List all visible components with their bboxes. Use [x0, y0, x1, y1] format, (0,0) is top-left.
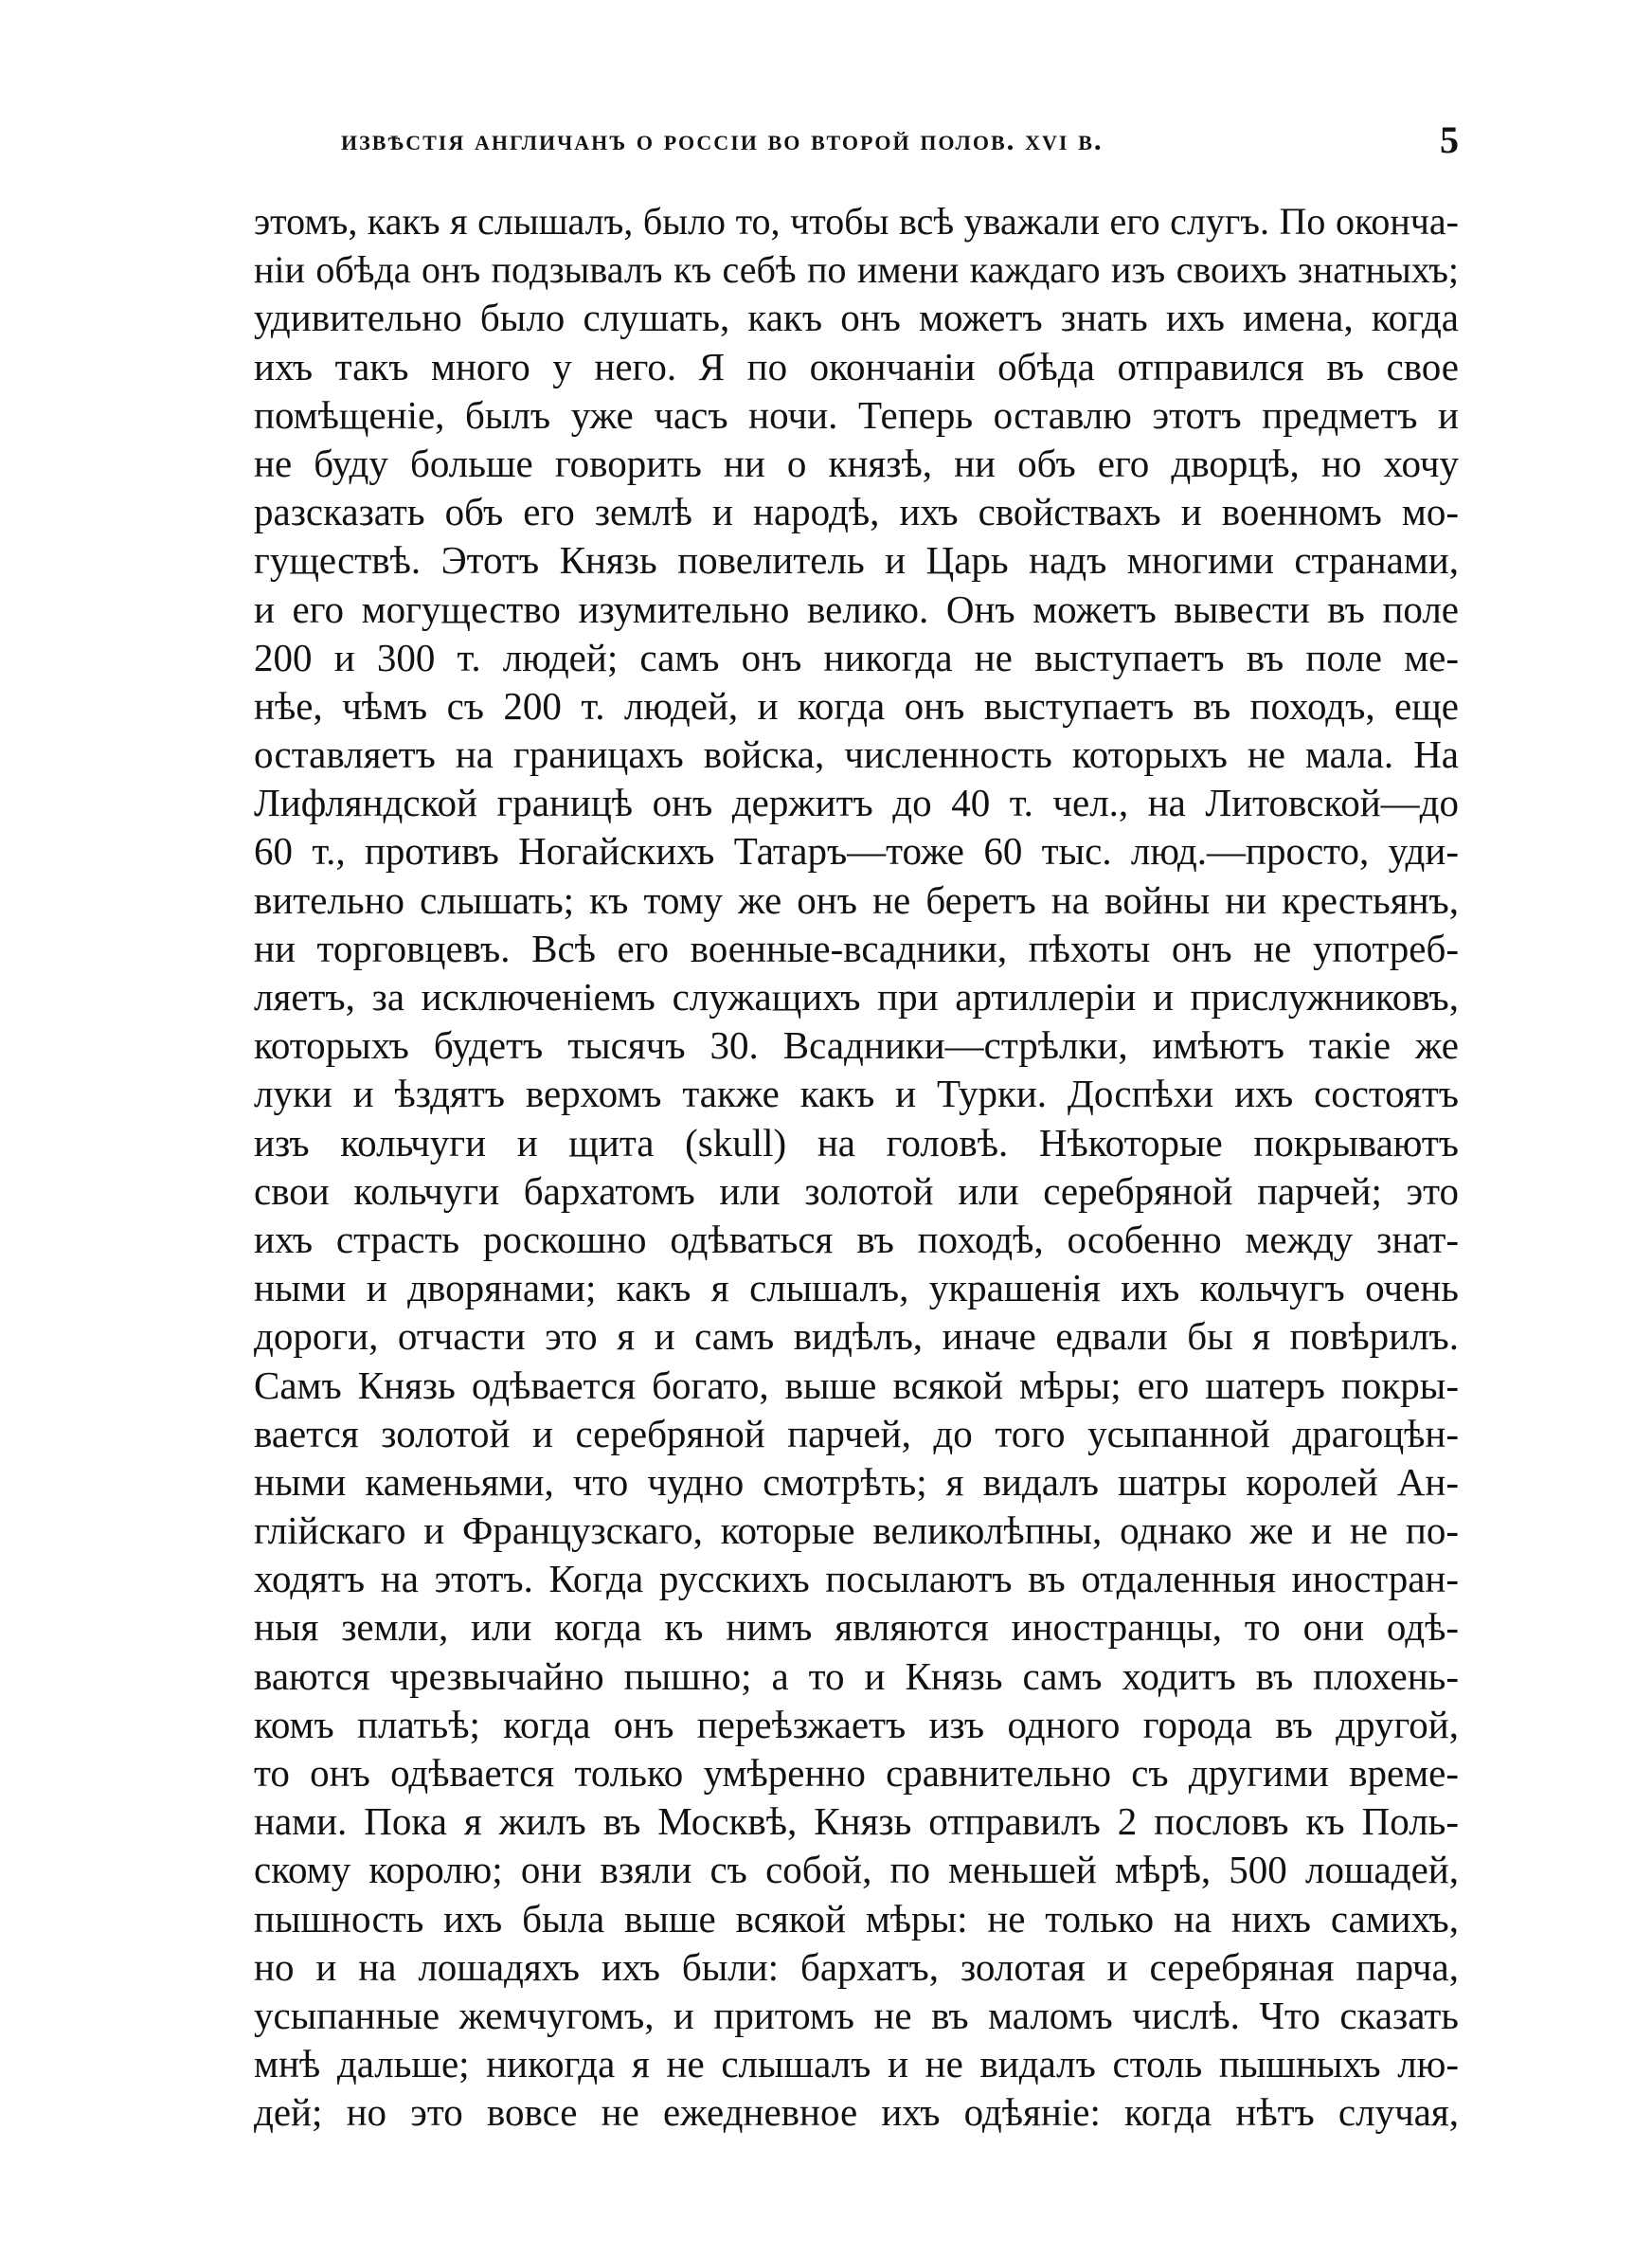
text-line: ныя земли, или когда къ нимъ являются иностранцы, то они одѣ- — [254, 1605, 1459, 1650]
text-line: Лифляндской границѣ онъ держитъ до 40 т. чел., на Литовской—до — [254, 781, 1459, 825]
text-line: скому королю; они взяли съ собой, по меньшей мѣрѣ, 500 лошадей, — [254, 1848, 1459, 1892]
text-line: ніи обѣда онъ подзывалъ къ себѣ по имени каждаго изъ своихъ знатныхъ; — [254, 248, 1459, 292]
text-line: свои кольчуги бархатомъ или золотой или серебряной парчей; это — [254, 1168, 1459, 1213]
text-line: 60 т., противъ Ногайскихъ Татаръ—тоже 60 тыс. люд.—просто, уди- — [254, 829, 1459, 874]
text-line: гуществѣ. Этотъ Князь повелитель и Царь надъ многими странами, — [254, 538, 1459, 583]
text-line: вается золотой и серебряной парчей, до того усыпанной драгоцѣн- — [254, 1411, 1459, 1455]
text-line: нами. Пока я жилъ въ Москвѣ, Князь отправилъ 2 пословъ къ Поль- — [254, 1799, 1459, 1844]
body-text — [254, 197, 1459, 2138]
text-line: пышность ихъ была выше всякой мѣры: не только на нихъ самихъ, — [254, 1896, 1459, 1941]
text-line: которыхъ будетъ тысячъ 30. Всадники—стрѣлки, имѣютъ такіе же — [254, 1023, 1459, 1068]
text-line: луки и ѣздятъ верхомъ также какъ и Турки. Доспѣхи ихъ состоятъ — [254, 1072, 1459, 1116]
text-line: но и на лошадяхъ ихъ были: бархатъ, золотая и серебряная парча, — [254, 1944, 1459, 1989]
running-head — [341, 118, 1459, 180]
text-line: этомъ, какъ я слышалъ, было то, чтобы всѣ уважали его слугъ. По оконча- — [254, 200, 1459, 243]
text-line: глійскаго и Французскаго, которые великолѣпны, однако же и не по- — [254, 1508, 1459, 1553]
text-line: ляетъ, за исключеніемъ служащихъ при артиллеріи и прислужниковъ, — [254, 975, 1459, 1019]
running-title: извѣстія англичанъ о россіи во второй полов. xvi в. — [341, 123, 1104, 156]
text-line: и его могущество изумительно велико. Онъ можетъ вывести въ поле — [254, 587, 1459, 631]
text-line: оставляетъ на границахъ войска, численность которыхъ не мала. На — [254, 732, 1459, 777]
text-line: ваются чрезвычайно пышно; а то и Князь самъ ходитъ въ плохень- — [254, 1653, 1459, 1698]
text-line: помѣщеніе, былъ уже часъ ночи. Теперь оставлю этотъ предметъ и — [254, 392, 1459, 437]
page-number: 5 — [1440, 118, 1459, 161]
text-line: комъ платьѣ; когда онъ переѣзжаетъ изъ одного города въ другой, — [254, 1702, 1459, 1746]
text-line: Самъ Князь одѣвается богато, выше всякой мѣры; его шатеръ покры- — [254, 1363, 1459, 1407]
text-line: удивительно было слушать, какъ онъ можетъ знать ихъ имена, когда — [254, 296, 1459, 340]
text-line: ихъ такъ много у него. Я по окончаніи обѣда отправился въ свое — [254, 344, 1459, 388]
text-line: усыпанные жемчугомъ, и притомъ не въ маломъ числѣ. Что сказать — [254, 1993, 1459, 2037]
text-line: ихъ страсть роскошно одѣваться въ походѣ, особенно между знат- — [254, 1217, 1459, 1261]
text-line: то онъ одѣвается только умѣренно сравнительно съ другими време- — [254, 1751, 1459, 1795]
text-line: ходятъ на этотъ. Когда русскихъ посылаютъ въ отдаленныя иностран- — [254, 1557, 1459, 1601]
text-line: нѣе, чѣмъ съ 200 т. людей, и когда онъ выступаетъ въ походъ, еще — [254, 683, 1459, 728]
text-line: изъ кольчуги и щита (skull) на головѣ. Нѣкоторые покрываютъ — [254, 1120, 1459, 1165]
text-line: дороги, отчасти это я и самъ видѣлъ, иначе едвали бы я повѣрилъ. — [254, 1314, 1459, 1359]
text-line: мнѣ дальше; никогда я не слышалъ и не видалъ столь пышныхъ лю- — [254, 2042, 1459, 2086]
text-line: ными и дворянами; какъ я слышалъ, украшенія ихъ кольчугъ очень — [254, 1266, 1459, 1310]
text-line: 200 и 300 т. людей; самъ онъ никогда не выступаетъ въ поле ме- — [254, 635, 1459, 679]
text-line: ными каменьями, что чудно смотрѣть; я видалъ шатры королей Ан- — [254, 1459, 1459, 1504]
text-line: разсказать объ его землѣ и народѣ, ихъ свойствахъ и военномъ мо- — [254, 490, 1459, 534]
text-line: не буду больше говорить ни о князѣ, ни объ его дворцѣ, но хочу — [254, 441, 1459, 485]
text-line: дей; но это вовсе не ежедневное ихъ одѣяніе: когда нѣтъ случая, — [254, 2090, 1459, 2135]
text-line: ни торговцевъ. Всѣ его военные-всадники, пѣхоты онъ не употреб- — [254, 926, 1459, 970]
text-line: вительно слышать; къ тому же онъ не беретъ на войны ни крестьянъ, — [254, 877, 1459, 922]
